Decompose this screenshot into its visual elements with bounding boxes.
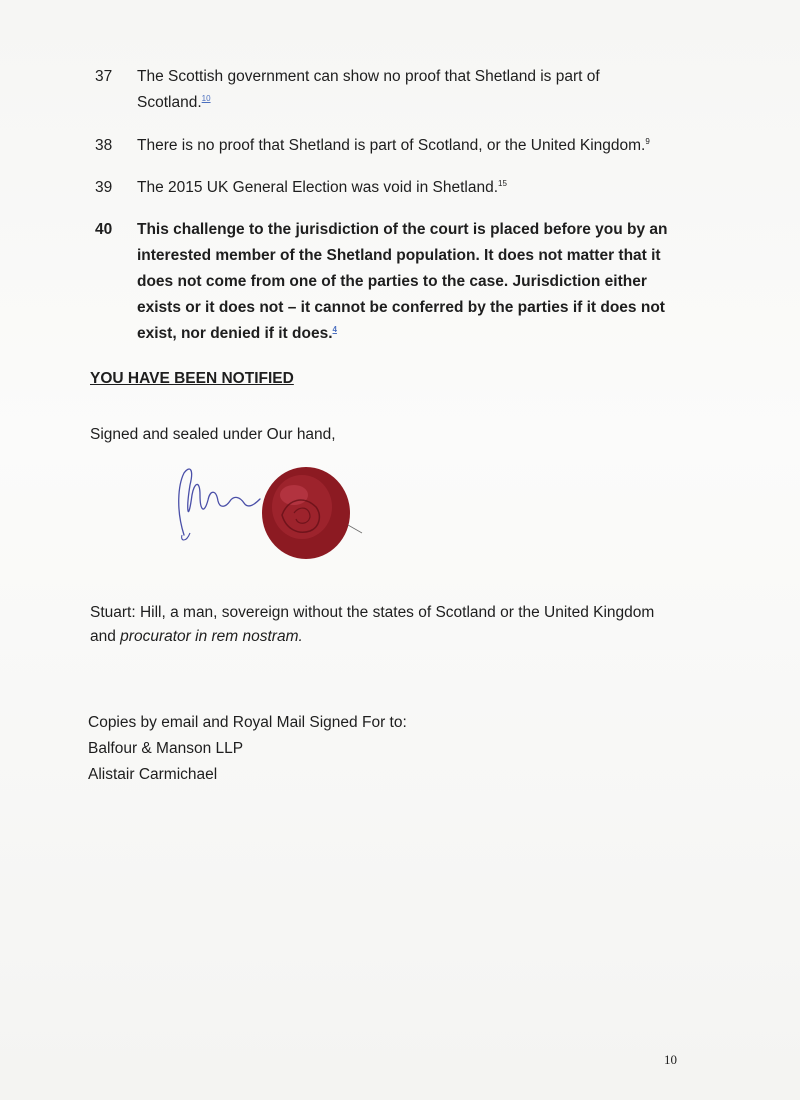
paragraph-37 bbox=[95, 64, 695, 116]
paragraph-number: 40 bbox=[95, 221, 113, 238]
footnote-ref[interactable]: 4 bbox=[332, 324, 337, 334]
copies-intro: Copies by email and Royal Mail Signed For to: bbox=[88, 714, 407, 731]
signed-line: Signed and sealed under Our hand, bbox=[90, 426, 336, 443]
signatory-line-1: Stuart: Hill, a man, sovereign without the states of Scotland or the United Kingdom bbox=[90, 604, 655, 621]
wax-seal bbox=[262, 467, 362, 559]
copy-recipient: Alistair Carmichael bbox=[88, 766, 218, 783]
paragraph-text: The 2015 UK General Election was void in Shetland.$^{15}$ bbox=[137, 178, 507, 196]
footnote-ref: 9 bbox=[645, 136, 650, 146]
page-number: 10 bbox=[664, 1052, 677, 1067]
signatory-line-2: and procurator in rem nostram. bbox=[90, 628, 303, 645]
paragraph-38 bbox=[95, 133, 695, 159]
paragraph-40 bbox=[95, 217, 695, 352]
signature-ink bbox=[179, 469, 260, 535]
paragraph-39 bbox=[95, 175, 695, 201]
paragraph-text: This challenge to the jurisdiction of the court is placed before you by an interested member of the Shetland population. It does not matter that it does not come from one of the parties to the case. Jurisdiction either exists or it does not – it cannot be conferred by the parties if it does not exist, nor denied if it does.$^4$ bbox=[137, 221, 668, 342]
paragraph-text: There is no proof that Shetland is part of Scotland, or the United Kingdom.$^9$ bbox=[137, 136, 650, 154]
notice-heading: YOU HAVE BEEN NOTIFIED bbox=[90, 370, 294, 387]
copy-recipient: Balfour & Manson LLP bbox=[88, 740, 244, 757]
footnote-ref: 15 bbox=[498, 178, 507, 188]
footnote-ref[interactable]: 10 bbox=[201, 93, 211, 103]
paragraph-number: 38 bbox=[95, 137, 113, 154]
signature-and-seal bbox=[170, 455, 370, 565]
paragraph-number: 39 bbox=[95, 179, 113, 196]
signatory-title: procurator in rem nostram. bbox=[120, 628, 303, 645]
paragraph-text: The Scottish government can show no proof that Shetland is part of Scotland.$^{10}$ bbox=[137, 68, 600, 111]
paragraph-number: 37 bbox=[95, 68, 113, 85]
